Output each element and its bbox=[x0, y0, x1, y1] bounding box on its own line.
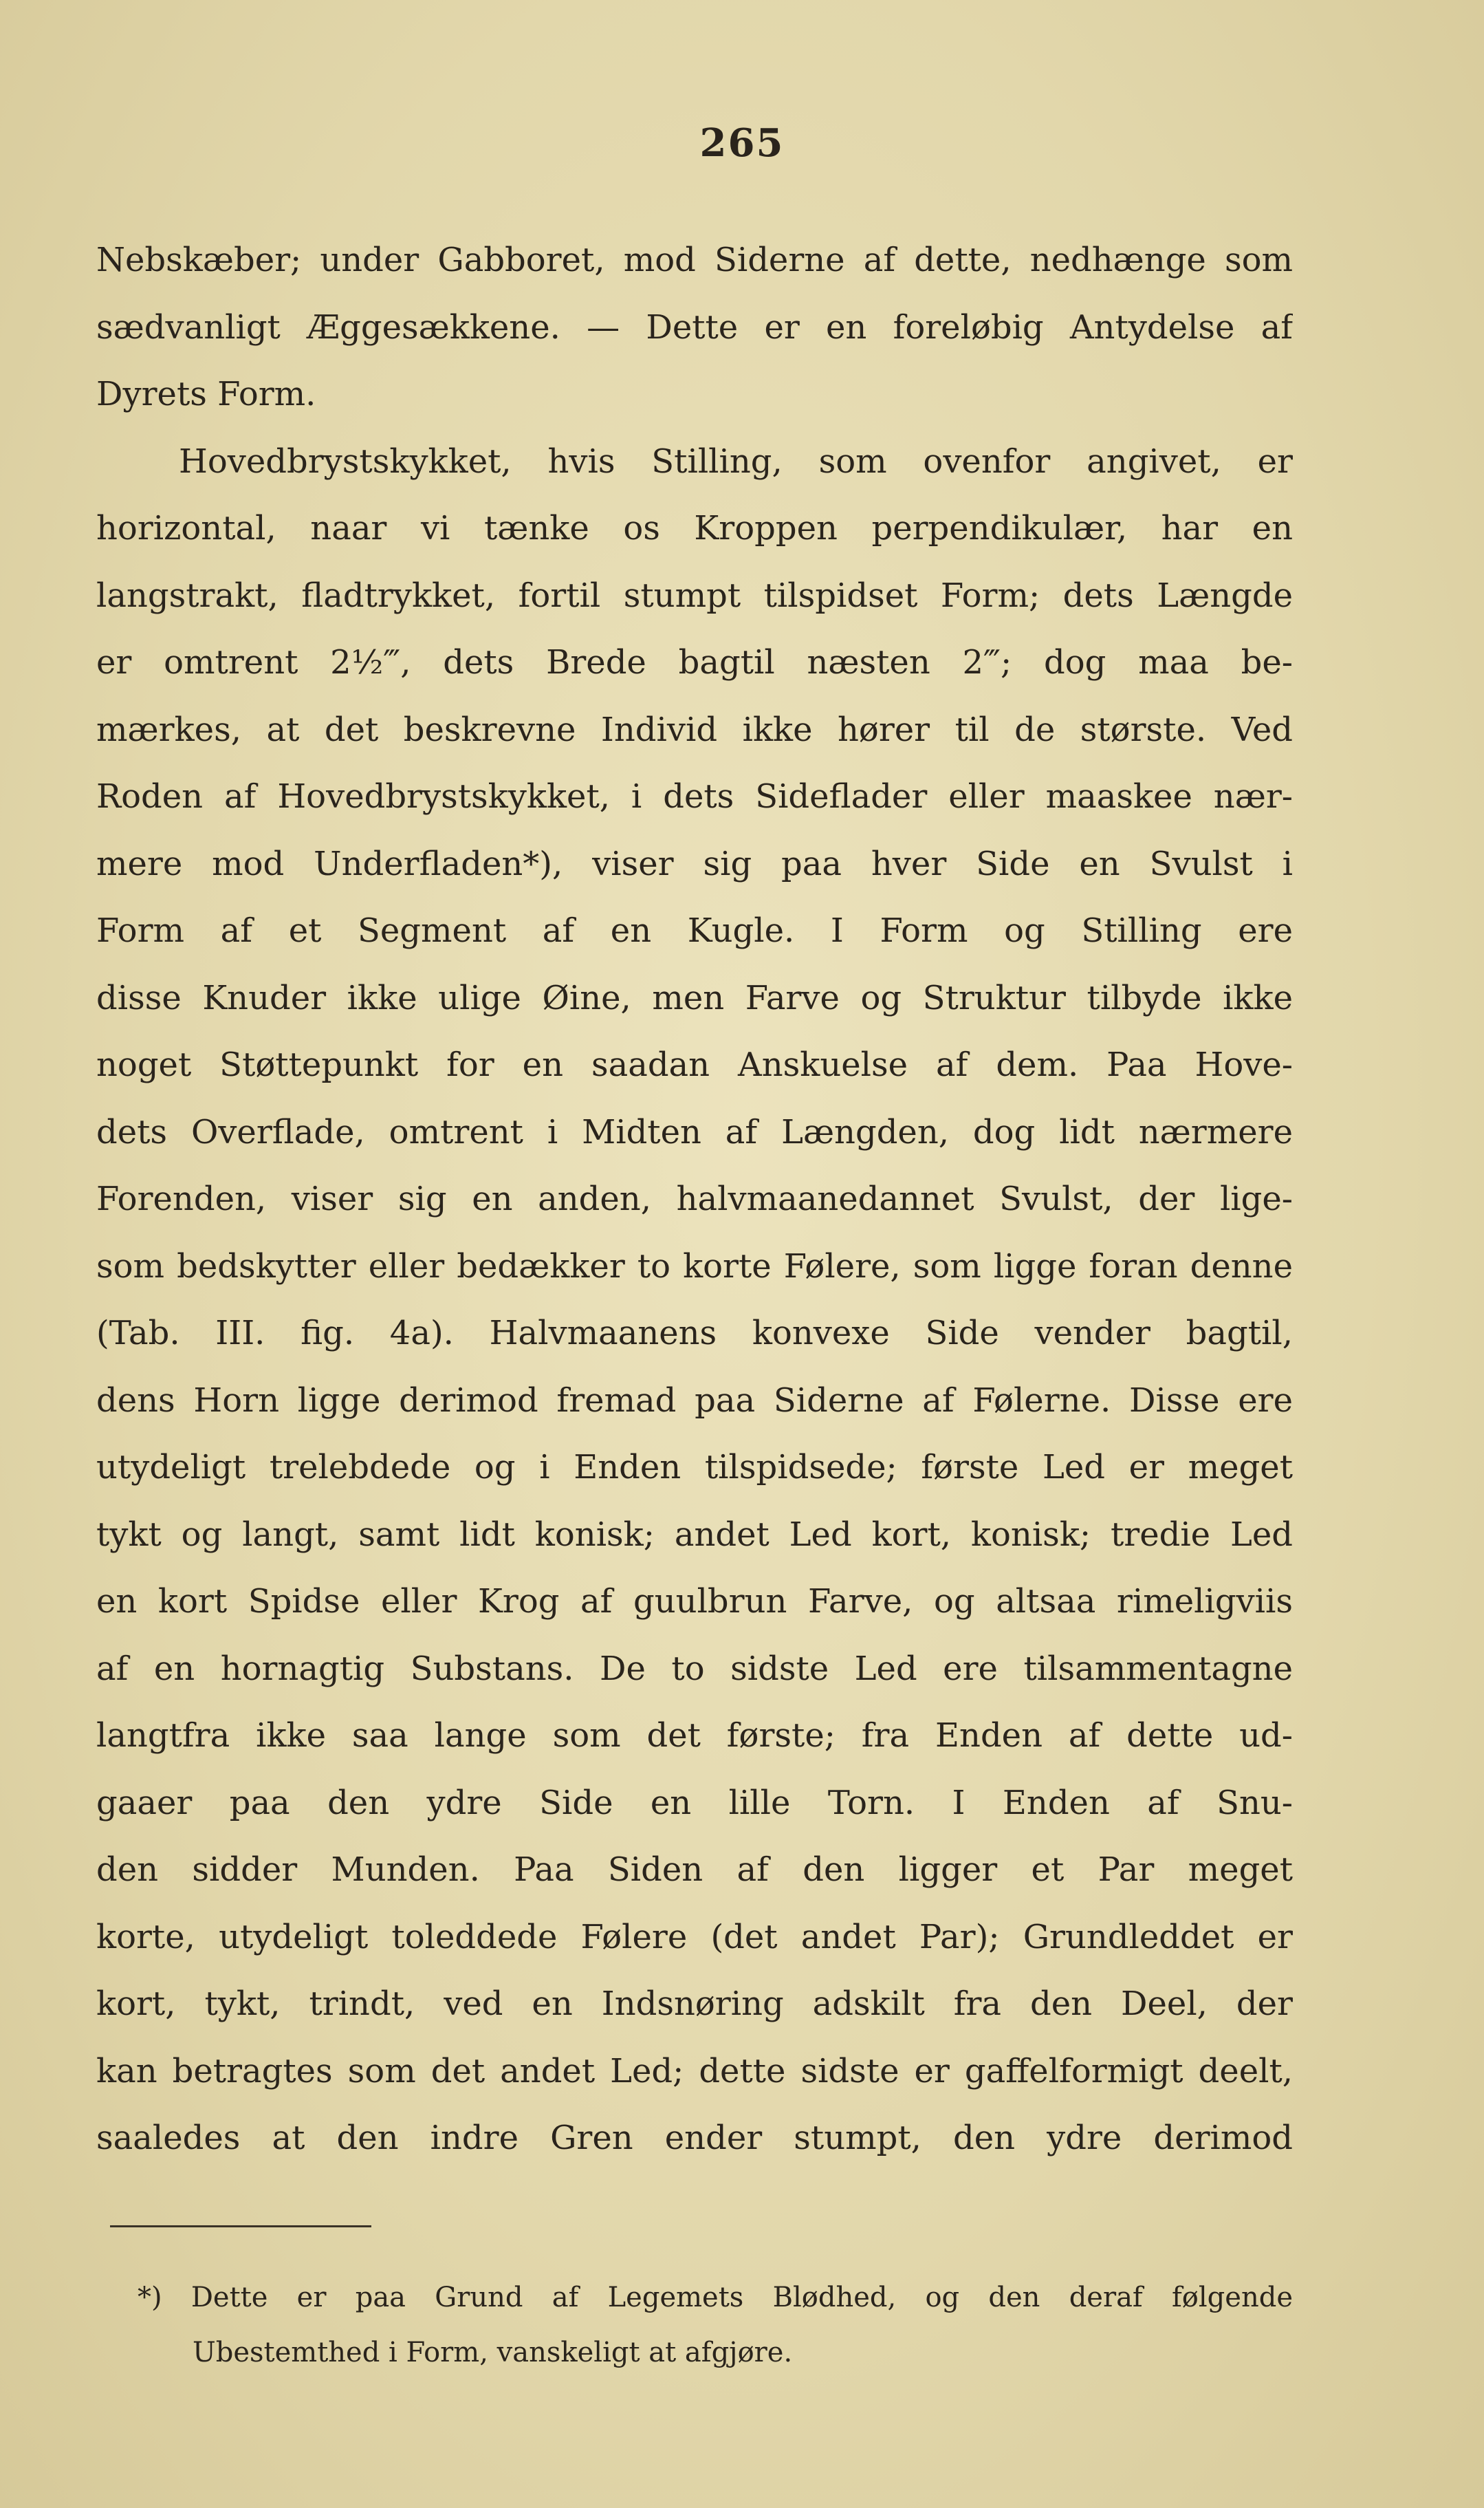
footnote-divider bbox=[110, 2225, 371, 2227]
text-line: Dyrets Form. bbox=[96, 375, 316, 413]
page-number: 265 bbox=[699, 120, 785, 166]
text-line: er omtrent 2½‴, dets Brede bagtil næsten 2‴; dog maa be- bbox=[96, 643, 1293, 682]
body-text bbox=[96, 227, 1293, 2172]
text-line: Nebskæber; under Gabboret, mod Siderne af dette, nedhænge som bbox=[96, 241, 1293, 279]
text-line: langstrakt, fladtrykket, fortil stumpt tilspidset Form; dets Længde bbox=[96, 576, 1293, 615]
text-line: dens Horn ligge derimod fremad paa Siderne af Følerne. Disse ere bbox=[96, 1381, 1293, 1420]
text-line: dets Overflade, omtrent i Midten af Længden, dog lidt nærmere bbox=[96, 1112, 1293, 1152]
text-line: utydeligt trelebdede og i Enden tilspidsede; første Led er meget bbox=[96, 1448, 1293, 1487]
text-line: gaaer paa den ydre Side en lille Torn. I Enden af Snu- bbox=[96, 1783, 1293, 1822]
text-line: mærkes, at det beskrevne Individ ikke hører til de største. Ved bbox=[96, 710, 1293, 749]
text-line: mere mod Underfladen*), viser sig paa hver Side en Svulst i bbox=[96, 844, 1293, 883]
text-line: kort, tykt, trindt, ved en Indsnøring adskilt fra den Deel, der bbox=[96, 1985, 1293, 2023]
text-line: som bedskytter eller bedækker to korte Følere, som ligge foran denne bbox=[96, 1246, 1293, 1286]
text-line: sædvanligt Æggesækkene. — Dette er en foreløbig Antydelse af bbox=[96, 307, 1293, 347]
text-line: Roden af Hovedbrystskykket, i dets Sideflader eller maaskee nær- bbox=[96, 777, 1293, 816]
text-line: Form af et Segment af en Kugle. I Form og Stilling ere bbox=[96, 911, 1293, 950]
text-line: (Tab. III. fig. 4a). Halvmaanens konvexe Side vender bagtil, bbox=[96, 1314, 1293, 1352]
text-line: af en hornagtig Substans. De to sidste Led ere tilsammentagne bbox=[96, 1649, 1293, 1688]
text-line: Hovedbrystskykket, hvis Stilling, som ovenfor angivet, er bbox=[179, 442, 1293, 481]
footnote-line: *) Dette er paa Grund af Legemets Blødhed, og den deraf følgende bbox=[138, 2282, 1293, 2313]
text-line: kan betragtes som det andet Led; dette sidste er gaffelformigt deelt, bbox=[96, 2051, 1293, 2090]
text-line: horizontal, naar vi tænke os Kroppen perpendikulær, har en bbox=[96, 509, 1293, 548]
text-line: langtfra ikke saa lange som det første; fra Enden af dette ud- bbox=[96, 1716, 1293, 1755]
text-line: disse Knuder ikke ulige Øine, men Farve og Struktur tilbyde ikke bbox=[96, 978, 1293, 1017]
text-line: saaledes at den indre Gren ender stumpt, den ydre derimod bbox=[96, 2119, 1293, 2157]
footnote bbox=[138, 2270, 1293, 2380]
text-line: tykt og langt, samt lidt konisk; andet Led kort, konisk; tredie Led bbox=[96, 1515, 1293, 1554]
text-line: den sidder Munden. Paa Siden af den ligger et Par meget bbox=[96, 1850, 1293, 1889]
text-line: en kort Spidse eller Krog af guulbrun Farve, og altsaa rimeligviis bbox=[96, 1582, 1293, 1621]
footnote-line: Ubestemthed i Form, vanskeligt at afgjøre. bbox=[193, 2337, 793, 2368]
text-line: noget Støttepunkt for en saadan Anskuelse af dem. Paa Hove- bbox=[96, 1046, 1293, 1084]
text-line: korte, utydeligt toleddede Følere (det andet Par); Grundleddet er bbox=[96, 1917, 1293, 1956]
text-line: Forenden, viser sig en anden, halvmaanedannet Svulst, der lige- bbox=[96, 1180, 1293, 1218]
